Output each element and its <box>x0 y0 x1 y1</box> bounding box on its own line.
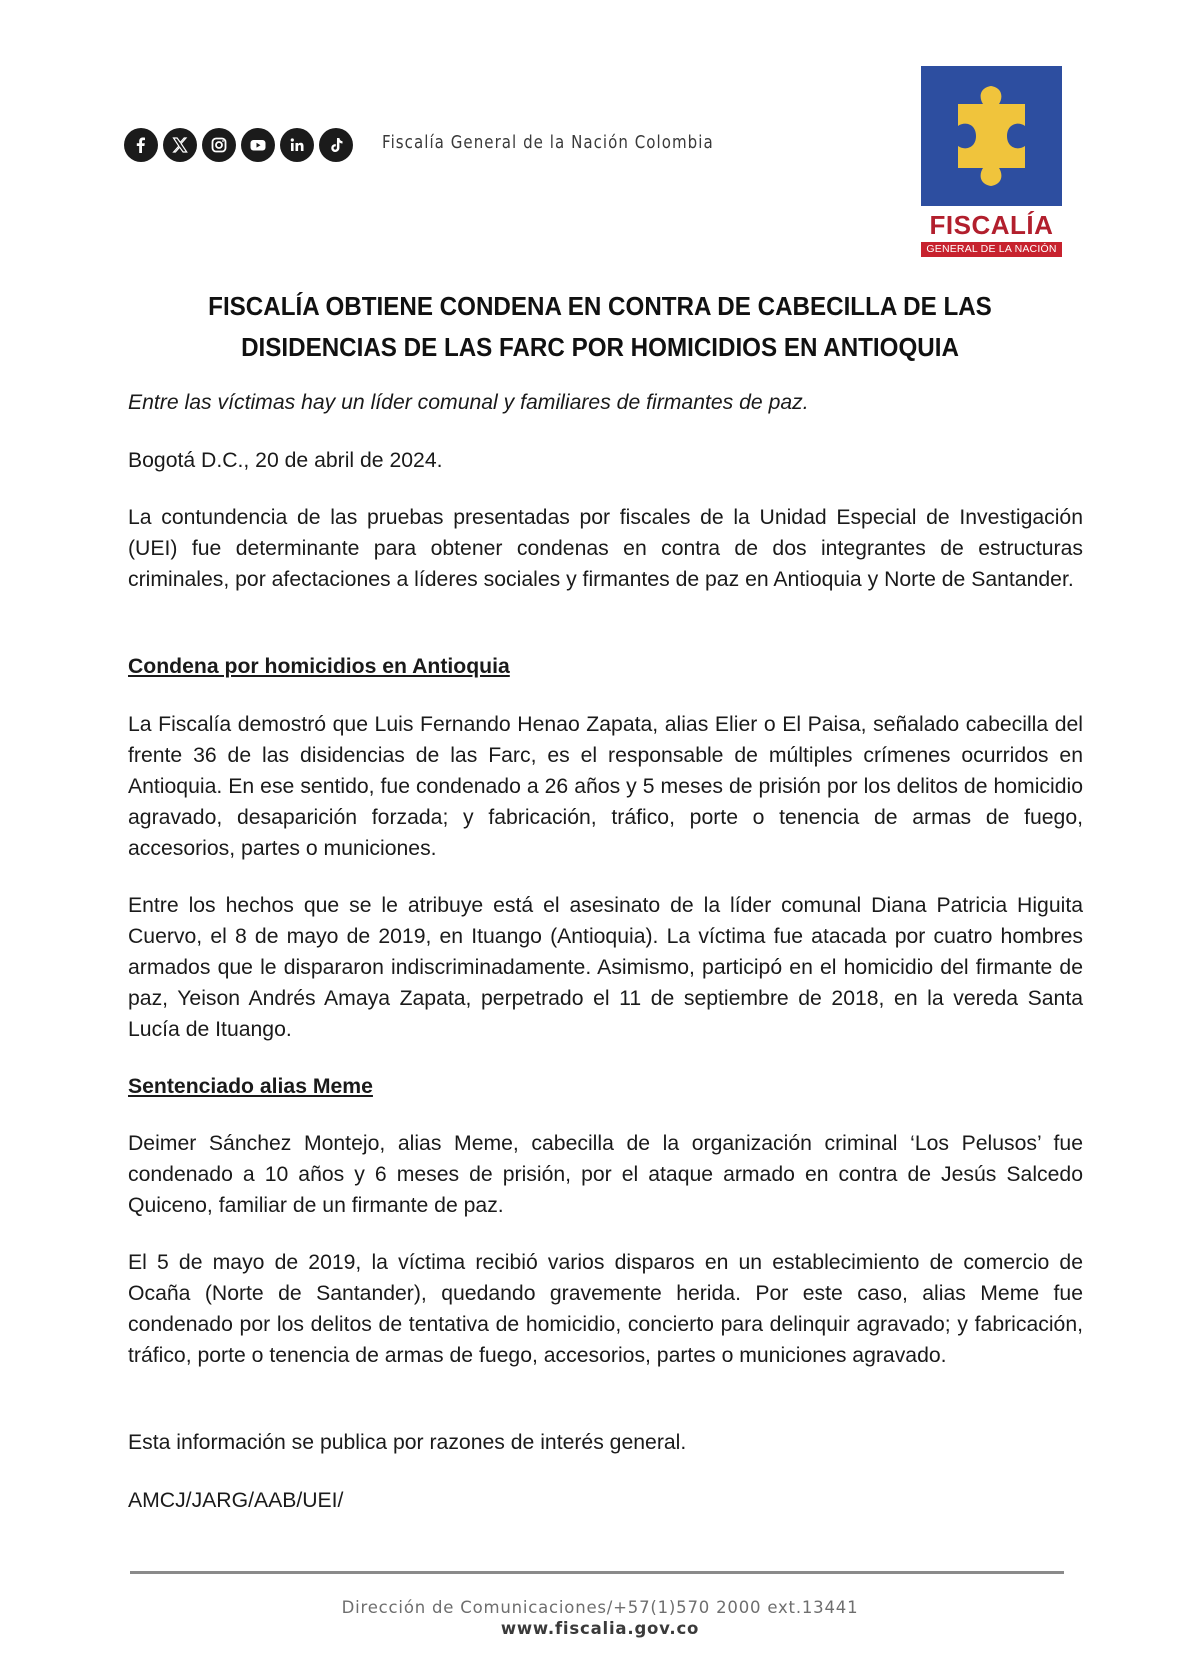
section-heading-antioquia: Condena por homicidios en Antioquia <box>128 655 510 678</box>
logo-emblem <box>921 66 1062 206</box>
footer-contact: Dirección de Comunicaciones/+57(1)570 2000 ext.13441 <box>341 1598 859 1617</box>
title-line-1: FISCALÍA OBTIENE CONDENA EN CONTRA DE CABECILLA DE LAS <box>208 291 992 321</box>
social-icons-row <box>124 128 353 162</box>
logo-brand-text: FISCALÍA <box>929 210 1054 240</box>
youtube-icon[interactable] <box>241 128 275 162</box>
intro-paragraph: La contundencia de las pruebas presentadas por fiscales de la Unidad Especial de Investigación (UEI) fue determinante para obtener condenas en contra de dos integrantes de estructuras criminales, por afectaciones a líderes sociales y firmantes de paz en Antioquia y Norte de Santander. <box>128 506 1083 591</box>
puzzle-piece-icon <box>921 66 1062 206</box>
instagram-icon[interactable] <box>202 128 236 162</box>
logo-subtitle-text: GENERAL DE LA NACIÓN <box>921 242 1062 257</box>
tiktok-icon[interactable] <box>319 128 353 162</box>
paragraph-attack: El 5 de mayo de 2019, la víctima recibió varios disparos en un establecimiento de comercio de Ocaña (Norte de Santander), quedando gravemente herida. Por este caso, alias Meme fue condenado por los delitos de tentativa de homicidio, concierto para delinquir agravado; y fabricación, tráfico, porte o tenencia de armas de fuego, accesorios, partes o municiones agravado. <box>128 1251 1083 1367</box>
paragraph-victims: Entre los hechos que se le atribuye está el asesinato de la líder comunal Diana Patricia Higuita Cuervo, el 8 de mayo de 2019, en Ituango (Antioquia). La víctima fue atacada por cuatro hombres armados que le dispararon indiscriminadamente. Asimismo, participó en el homicidio del firmante de paz, Yeison Andrés Amaya Zapata, perpetrado el 11 de septiembre de 2018, en la vereda Santa Lucía de Ituango. <box>128 894 1083 1041</box>
footer-divider <box>130 1571 1064 1574</box>
subtitle: Entre las víctimas hay un líder comunal y familiares de firmantes de paz. <box>128 391 809 414</box>
closing-statement: Esta información se publica por razones de interés general. <box>128 1431 687 1454</box>
linkedin-icon[interactable] <box>280 128 314 162</box>
x-icon[interactable] <box>163 128 197 162</box>
dateline: Bogotá D.C., 20 de abril de 2024. <box>128 449 443 472</box>
organization-name: Fiscalía General de la Nación Colombia <box>382 133 714 153</box>
press-release-title <box>42 286 1158 368</box>
paragraph-meme: Deimer Sánchez Montejo, alias Meme, cabecilla de la organización criminal ‘Los Pelusos’ fue condenado a 10 años y 6 meses de prisión, por el ataque armado en contra de Jesús Salcedo Quiceno, familiar de un firmante de paz. <box>128 1132 1083 1217</box>
paragraph-henao: La Fiscalía demostró que Luis Fernando Henao Zapata, alias Elier o El Paisa, señalado cabecilla del frente 36 de las disidencias de las Farc, es el responsable de múltiples crímenes ocurridos en Antioquia. En ese sentido, fue condenado a 26 años y 5 meses de prisión por los delitos de homicidio agravado, desaparición forzada; y fabricación, tráfico, porte o tenencia de armas de fuego, accesorios, partes o municiones. <box>128 713 1083 860</box>
title-line-2: DISIDENCIAS DE LAS FARC POR HOMICIDIOS EN ANTIOQUIA <box>241 332 959 362</box>
author-initials: AMCJ/JARG/AAB/UEI/ <box>128 1489 344 1512</box>
section-heading-meme: Sentenciado alias Meme <box>128 1075 373 1098</box>
facebook-icon[interactable] <box>124 128 158 162</box>
footer-website-link[interactable]: www.fiscalia.gov.co <box>500 1619 700 1638</box>
fiscalia-logo <box>921 66 1062 257</box>
